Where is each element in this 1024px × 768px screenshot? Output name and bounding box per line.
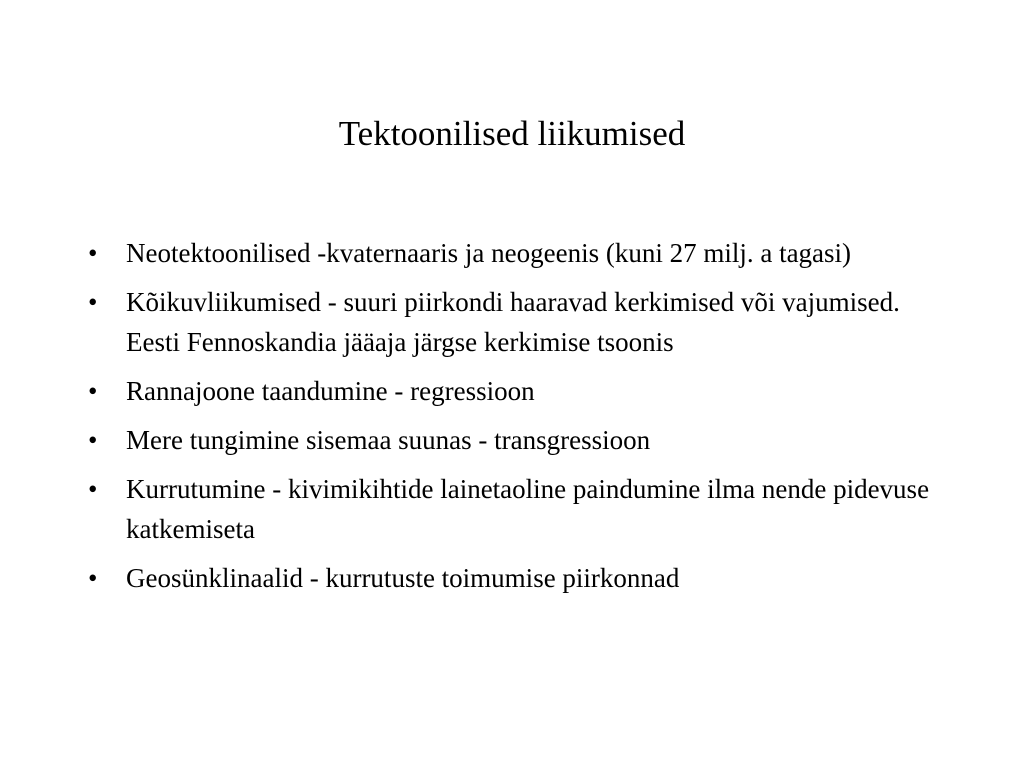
bullet-text: Neotektoonilised -kvaternaaris ja neogeenis (kuni 27 milj. a tagasi) — [126, 238, 852, 268]
bullet-marker: • — [88, 474, 98, 504]
bullet-item-koikuvliikumised — [88, 282, 938, 362]
bullet-item-kurrutumine — [88, 469, 938, 549]
bullet-text: Mere tungimine sisemaa suunas - transgressioon — [126, 425, 651, 455]
bullet-marker: • — [88, 425, 98, 455]
bullet-item-geosunklinaalid — [88, 558, 938, 598]
slide-title: Tektoonilised liikumised — [338, 114, 686, 153]
bullet-marker: • — [88, 287, 98, 317]
bullet-text: Kurrutumine - kivimikihtide lainetaoline paindumine ilma nende pidevuse katkemiseta — [126, 474, 930, 544]
bullet-marker: • — [88, 563, 98, 593]
bullet-text: Rannajoone taandumine - regressioon — [126, 376, 535, 406]
bullet-list — [88, 233, 938, 607]
bullet-item-transgressioon — [88, 420, 938, 460]
bullet-item-neotektoonilised — [88, 233, 938, 273]
bullet-marker: • — [88, 376, 98, 406]
bullet-item-regressioon — [88, 371, 938, 411]
bullet-text: Geosünklinaalid - kurrutuste toimumise piirkonnad — [126, 563, 680, 593]
bullet-marker: • — [88, 238, 98, 268]
bullet-text: Kõikuvliikumised - suuri piirkondi haaravad kerkimised või vajumised. Eesti Fennoskandia jääaja järgse kerkimise tsoonis — [126, 287, 900, 357]
